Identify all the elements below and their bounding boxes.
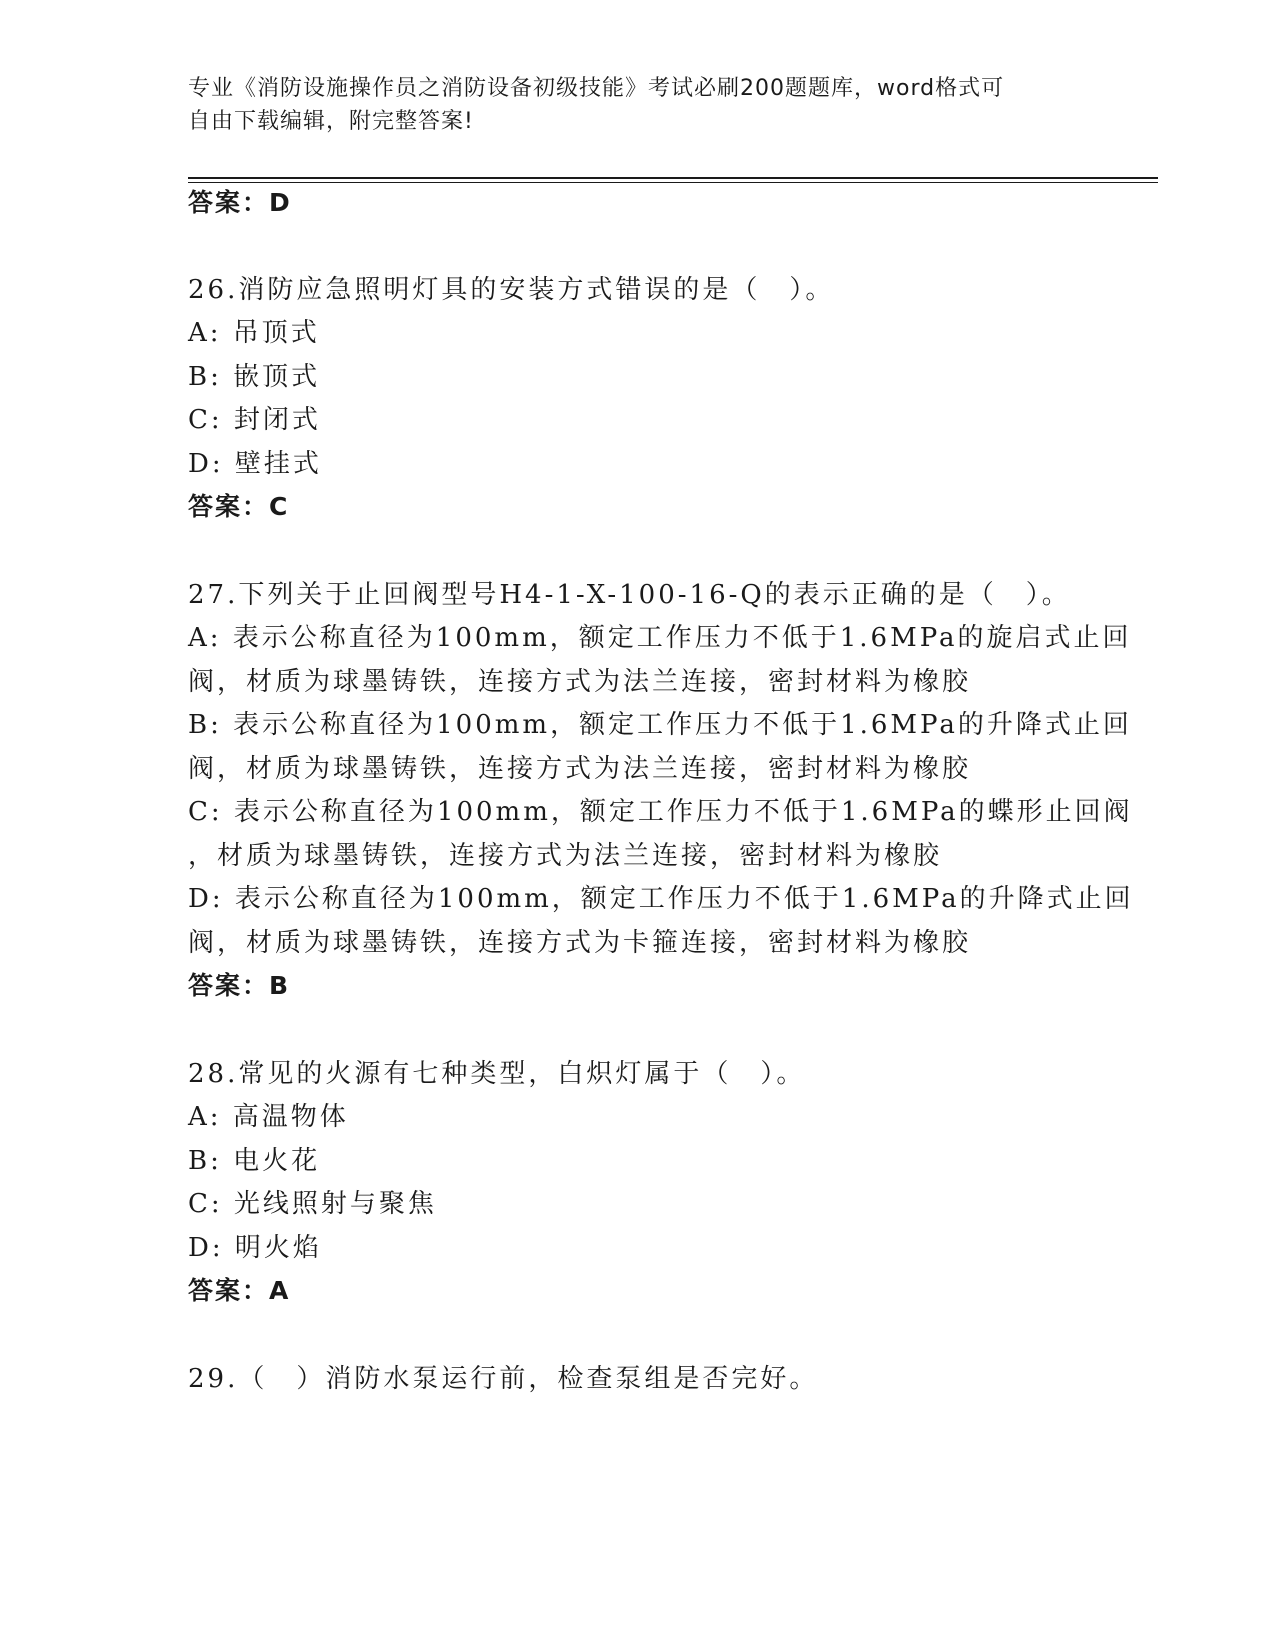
question-27-option-b-line-2: 阀，材质为球墨铸铁，连接方式为法兰连接，密封材料为橡胶 bbox=[188, 754, 972, 784]
answer-previous: 答案：D bbox=[188, 188, 292, 217]
question-28-option-b: B: 电火花 bbox=[188, 1146, 321, 1176]
question-26-option-b: B: 嵌顶式 bbox=[188, 362, 321, 392]
question-27-option-c-line-2: ，材质为球墨铸铁，连接方式为法兰连接，密封材料为橡胶 bbox=[188, 841, 943, 871]
question-29-stem: 29.（ ）消防水泵运行前，检查泵组是否完好。 bbox=[188, 1364, 819, 1394]
question-27-option-d-line-1: D: 表示公称直径为100mm，额定工作压力不低于1.6MPa的升降式止回 bbox=[188, 884, 1134, 914]
question-28-answer: 答案：A bbox=[188, 1276, 291, 1305]
question-27-option-a-line-1: A: 表示公称直径为100mm，额定工作压力不低于1.6MPa的旋启式止回 bbox=[188, 623, 1132, 653]
question-26-option-c: C: 封闭式 bbox=[188, 405, 321, 435]
question-26-stem: 26.消防应急照明灯具的安装方式错误的是（ ）。 bbox=[188, 275, 835, 305]
question-26-option-a: A: 吊顶式 bbox=[188, 318, 320, 348]
header-title-line-1: 专业《消防设施操作员之消防设备初级技能》考试必刷200题题库，word格式可 bbox=[188, 76, 1005, 101]
question-27-option-d-line-2: 阀，材质为球墨铸铁，连接方式为卡箍连接，密封材料为橡胶 bbox=[188, 928, 972, 958]
header-divider-thin bbox=[188, 182, 1158, 183]
question-27-stem: 27.下列关于止回阀型号H4-1-X-100-16-Q的表示正确的是（ ）。 bbox=[188, 580, 1071, 610]
question-26-answer: 答案：C bbox=[188, 492, 290, 521]
question-26-option-d: D: 壁挂式 bbox=[188, 449, 322, 479]
header-title-line-2: 自由下载编辑，附完整答案! bbox=[188, 109, 474, 134]
question-27-option-c-line-1: C: 表示公称直径为100mm，额定工作压力不低于1.6MPa的蝶形止回阀 bbox=[188, 797, 1133, 827]
question-28-stem: 28.常见的火源有七种类型，白炽灯属于（ ）。 bbox=[188, 1059, 806, 1089]
question-27-answer: 答案：B bbox=[188, 971, 291, 1000]
question-27-option-b-line-1: B: 表示公称直径为100mm，额定工作压力不低于1.6MPa的升降式止回 bbox=[188, 710, 1132, 740]
question-28-option-c: C: 光线照射与聚焦 bbox=[188, 1189, 437, 1219]
header-divider-thick bbox=[188, 177, 1158, 179]
question-28-option-a: A: 高温物体 bbox=[188, 1102, 349, 1132]
document-header bbox=[188, 72, 1068, 138]
question-27-option-a-line-2: 阀，材质为球墨铸铁，连接方式为法兰连接，密封材料为橡胶 bbox=[188, 667, 972, 697]
question-28-option-d: D: 明火焰 bbox=[188, 1233, 322, 1263]
